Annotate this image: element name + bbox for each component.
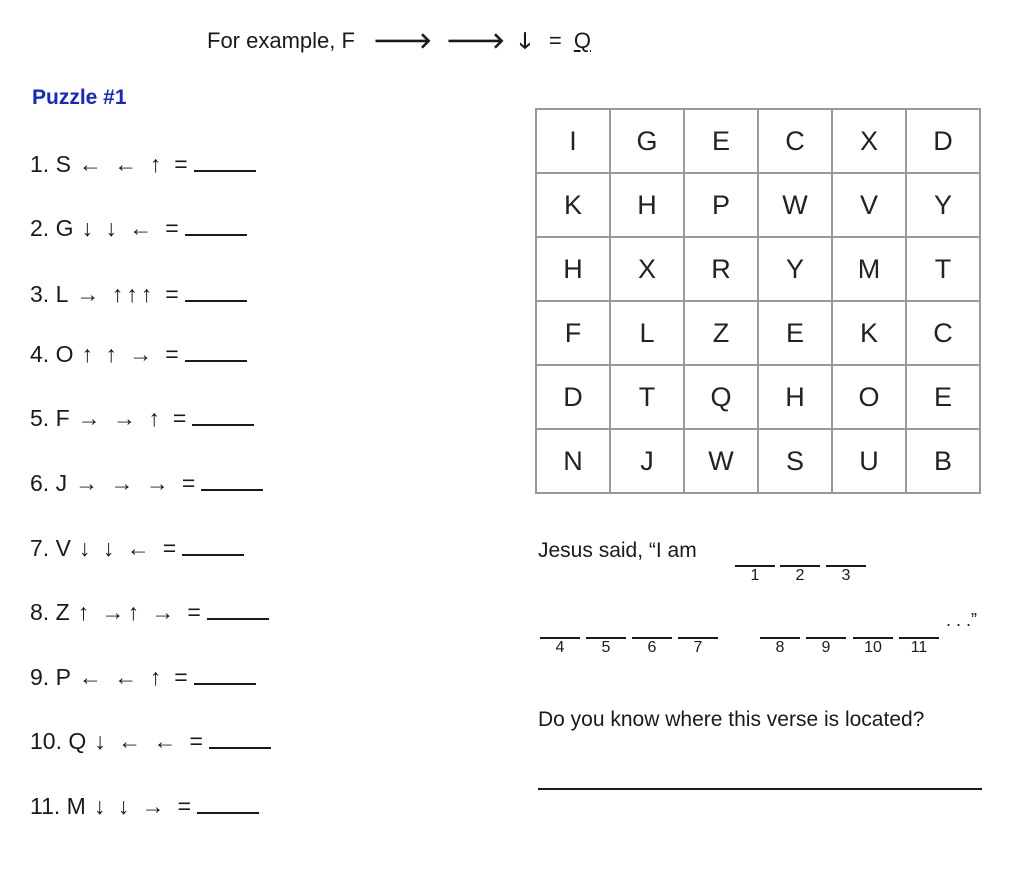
grid-cell: V	[832, 173, 906, 237]
puzzle-title: Puzzle #1	[32, 86, 127, 109]
answer-blank[interactable]	[182, 532, 244, 556]
clue-equals: =	[181, 470, 196, 496]
clue-item	[30, 402, 254, 432]
grid-cell: U	[832, 429, 906, 493]
slot-number: 10	[864, 639, 882, 656]
clue-item	[30, 661, 256, 691]
answer-blank[interactable]	[201, 467, 263, 491]
grid-cell: Y	[906, 173, 980, 237]
grid-cell: W	[684, 429, 758, 493]
grid-cell: D	[906, 109, 980, 173]
grid-cell: D	[536, 365, 610, 429]
answer-blank[interactable]	[185, 212, 247, 236]
clue-equals: =	[187, 599, 201, 625]
grid-row	[536, 429, 980, 493]
grid-cell: E	[906, 365, 980, 429]
clue-item	[30, 212, 247, 242]
grid-cell: Z	[684, 301, 758, 365]
example-equals: =	[548, 28, 562, 53]
question-text: Do you know where this verse is located?	[538, 708, 925, 731]
example-arrows: 🡒 🡒 🡓	[373, 28, 535, 53]
answer-blank[interactable]	[197, 790, 259, 814]
grid-cell: S	[758, 429, 832, 493]
clue-label: 8. Z	[30, 599, 70, 625]
grid-cell: C	[906, 301, 980, 365]
clue-label: 1. S	[30, 151, 71, 177]
clue-equals: =	[189, 728, 203, 754]
clue-item	[30, 790, 259, 820]
grid-cell: G	[610, 109, 684, 173]
clue-equals: =	[174, 664, 188, 690]
grid-cell: K	[536, 173, 610, 237]
answer-blank[interactable]	[185, 338, 247, 362]
clue-label: 3. L	[30, 281, 69, 307]
grid-row	[536, 109, 980, 173]
slot-number: 5	[601, 639, 611, 656]
clue-equals: =	[177, 793, 192, 819]
grid-cell: B	[906, 429, 980, 493]
grid-row	[536, 301, 980, 365]
grid-cell: O	[832, 365, 906, 429]
clue-label: 2. G	[30, 215, 74, 241]
clue-equals: =	[165, 215, 179, 241]
grid-row	[536, 173, 980, 237]
grid-cell: X	[832, 109, 906, 173]
clue-arrows: ↓ ↓ →	[93, 793, 168, 819]
grid-cell: E	[684, 109, 758, 173]
answer-blank[interactable]	[185, 278, 247, 302]
slot-number: 6	[647, 639, 657, 656]
clue-item	[30, 596, 269, 626]
clue-arrows: ↓ ↓ ←	[78, 535, 153, 561]
grid-cell: Y	[758, 237, 832, 301]
slot-number: 2	[795, 567, 805, 584]
answer-blank[interactable]	[209, 725, 271, 749]
slot-number: 3	[841, 567, 851, 584]
grid-cell: T	[610, 365, 684, 429]
grid-cell: Q	[684, 365, 758, 429]
clue-item	[30, 725, 271, 755]
slot-number: 9	[821, 639, 831, 656]
grid-row	[536, 365, 980, 429]
answer-blank[interactable]	[194, 148, 256, 172]
clue-label: 7. V	[30, 535, 71, 561]
clue-item	[30, 278, 247, 308]
slot-number: 4	[555, 639, 565, 656]
grid-cell: K	[832, 301, 906, 365]
slot-number: 11	[910, 639, 928, 656]
clue-label: 11. M	[30, 793, 86, 819]
example-answer: Q	[573, 28, 591, 53]
letter-grid	[535, 108, 981, 494]
answer-blank[interactable]	[192, 402, 254, 426]
grid-cell: C	[758, 109, 832, 173]
grid-cell: H	[758, 365, 832, 429]
clue-label: 10. Q	[30, 728, 87, 754]
clue-label: 6. J	[30, 470, 68, 496]
slot-number: 8	[775, 639, 785, 656]
clue-item	[30, 467, 263, 497]
answer-blank[interactable]	[194, 661, 256, 685]
clue-label: 4. O	[30, 341, 74, 367]
clue-arrows: ← ← ↑	[78, 664, 165, 690]
slot-number: 1	[750, 567, 760, 584]
grid-cell: J	[610, 429, 684, 493]
clue-equals: =	[172, 405, 187, 431]
clue-arrows: ↑ →↑ →	[77, 599, 178, 625]
grid-cell: H	[610, 173, 684, 237]
clue-arrows: ↑ ↑ →	[81, 341, 156, 367]
clue-item	[30, 532, 244, 562]
clue-item	[30, 338, 247, 368]
verse-intro: Jesus said, “I am	[538, 539, 697, 562]
clue-equals: =	[165, 341, 179, 367]
grid-cell: P	[684, 173, 758, 237]
clue-item	[30, 148, 256, 178]
grid-row	[536, 237, 980, 301]
example-line	[207, 24, 591, 62]
grid-cell: M	[832, 237, 906, 301]
clue-label: 9. P	[30, 664, 71, 690]
clue-arrows: ← ← ↑	[78, 151, 165, 177]
grid-cell: L	[610, 301, 684, 365]
answer-blank[interactable]	[207, 596, 269, 620]
verse-location-answer-line[interactable]	[538, 788, 982, 790]
clue-arrows: ↓ ↓ ←	[81, 215, 156, 241]
grid-cell: I	[536, 109, 610, 173]
grid-cell: X	[610, 237, 684, 301]
clue-equals: =	[162, 535, 177, 561]
clue-arrows: → ↑↑↑	[76, 281, 156, 307]
grid-cell: H	[536, 237, 610, 301]
grid-cell: F	[536, 301, 610, 365]
grid-cell: E	[758, 301, 832, 365]
clue-label: 5. F	[30, 405, 70, 431]
example-lead: For example, F	[207, 28, 355, 53]
clue-equals: =	[174, 151, 188, 177]
grid-cell: N	[536, 429, 610, 493]
grid-cell: T	[906, 237, 980, 301]
clue-arrows: ↓ ← ←	[94, 728, 180, 754]
clue-equals: =	[165, 281, 179, 307]
grid-cell: W	[758, 173, 832, 237]
verse-ending: . . .”	[946, 610, 977, 630]
clue-arrows: → → ↑	[77, 405, 163, 431]
slot-number: 7	[693, 639, 703, 656]
grid-cell: R	[684, 237, 758, 301]
clue-arrows: → → →	[75, 470, 172, 496]
